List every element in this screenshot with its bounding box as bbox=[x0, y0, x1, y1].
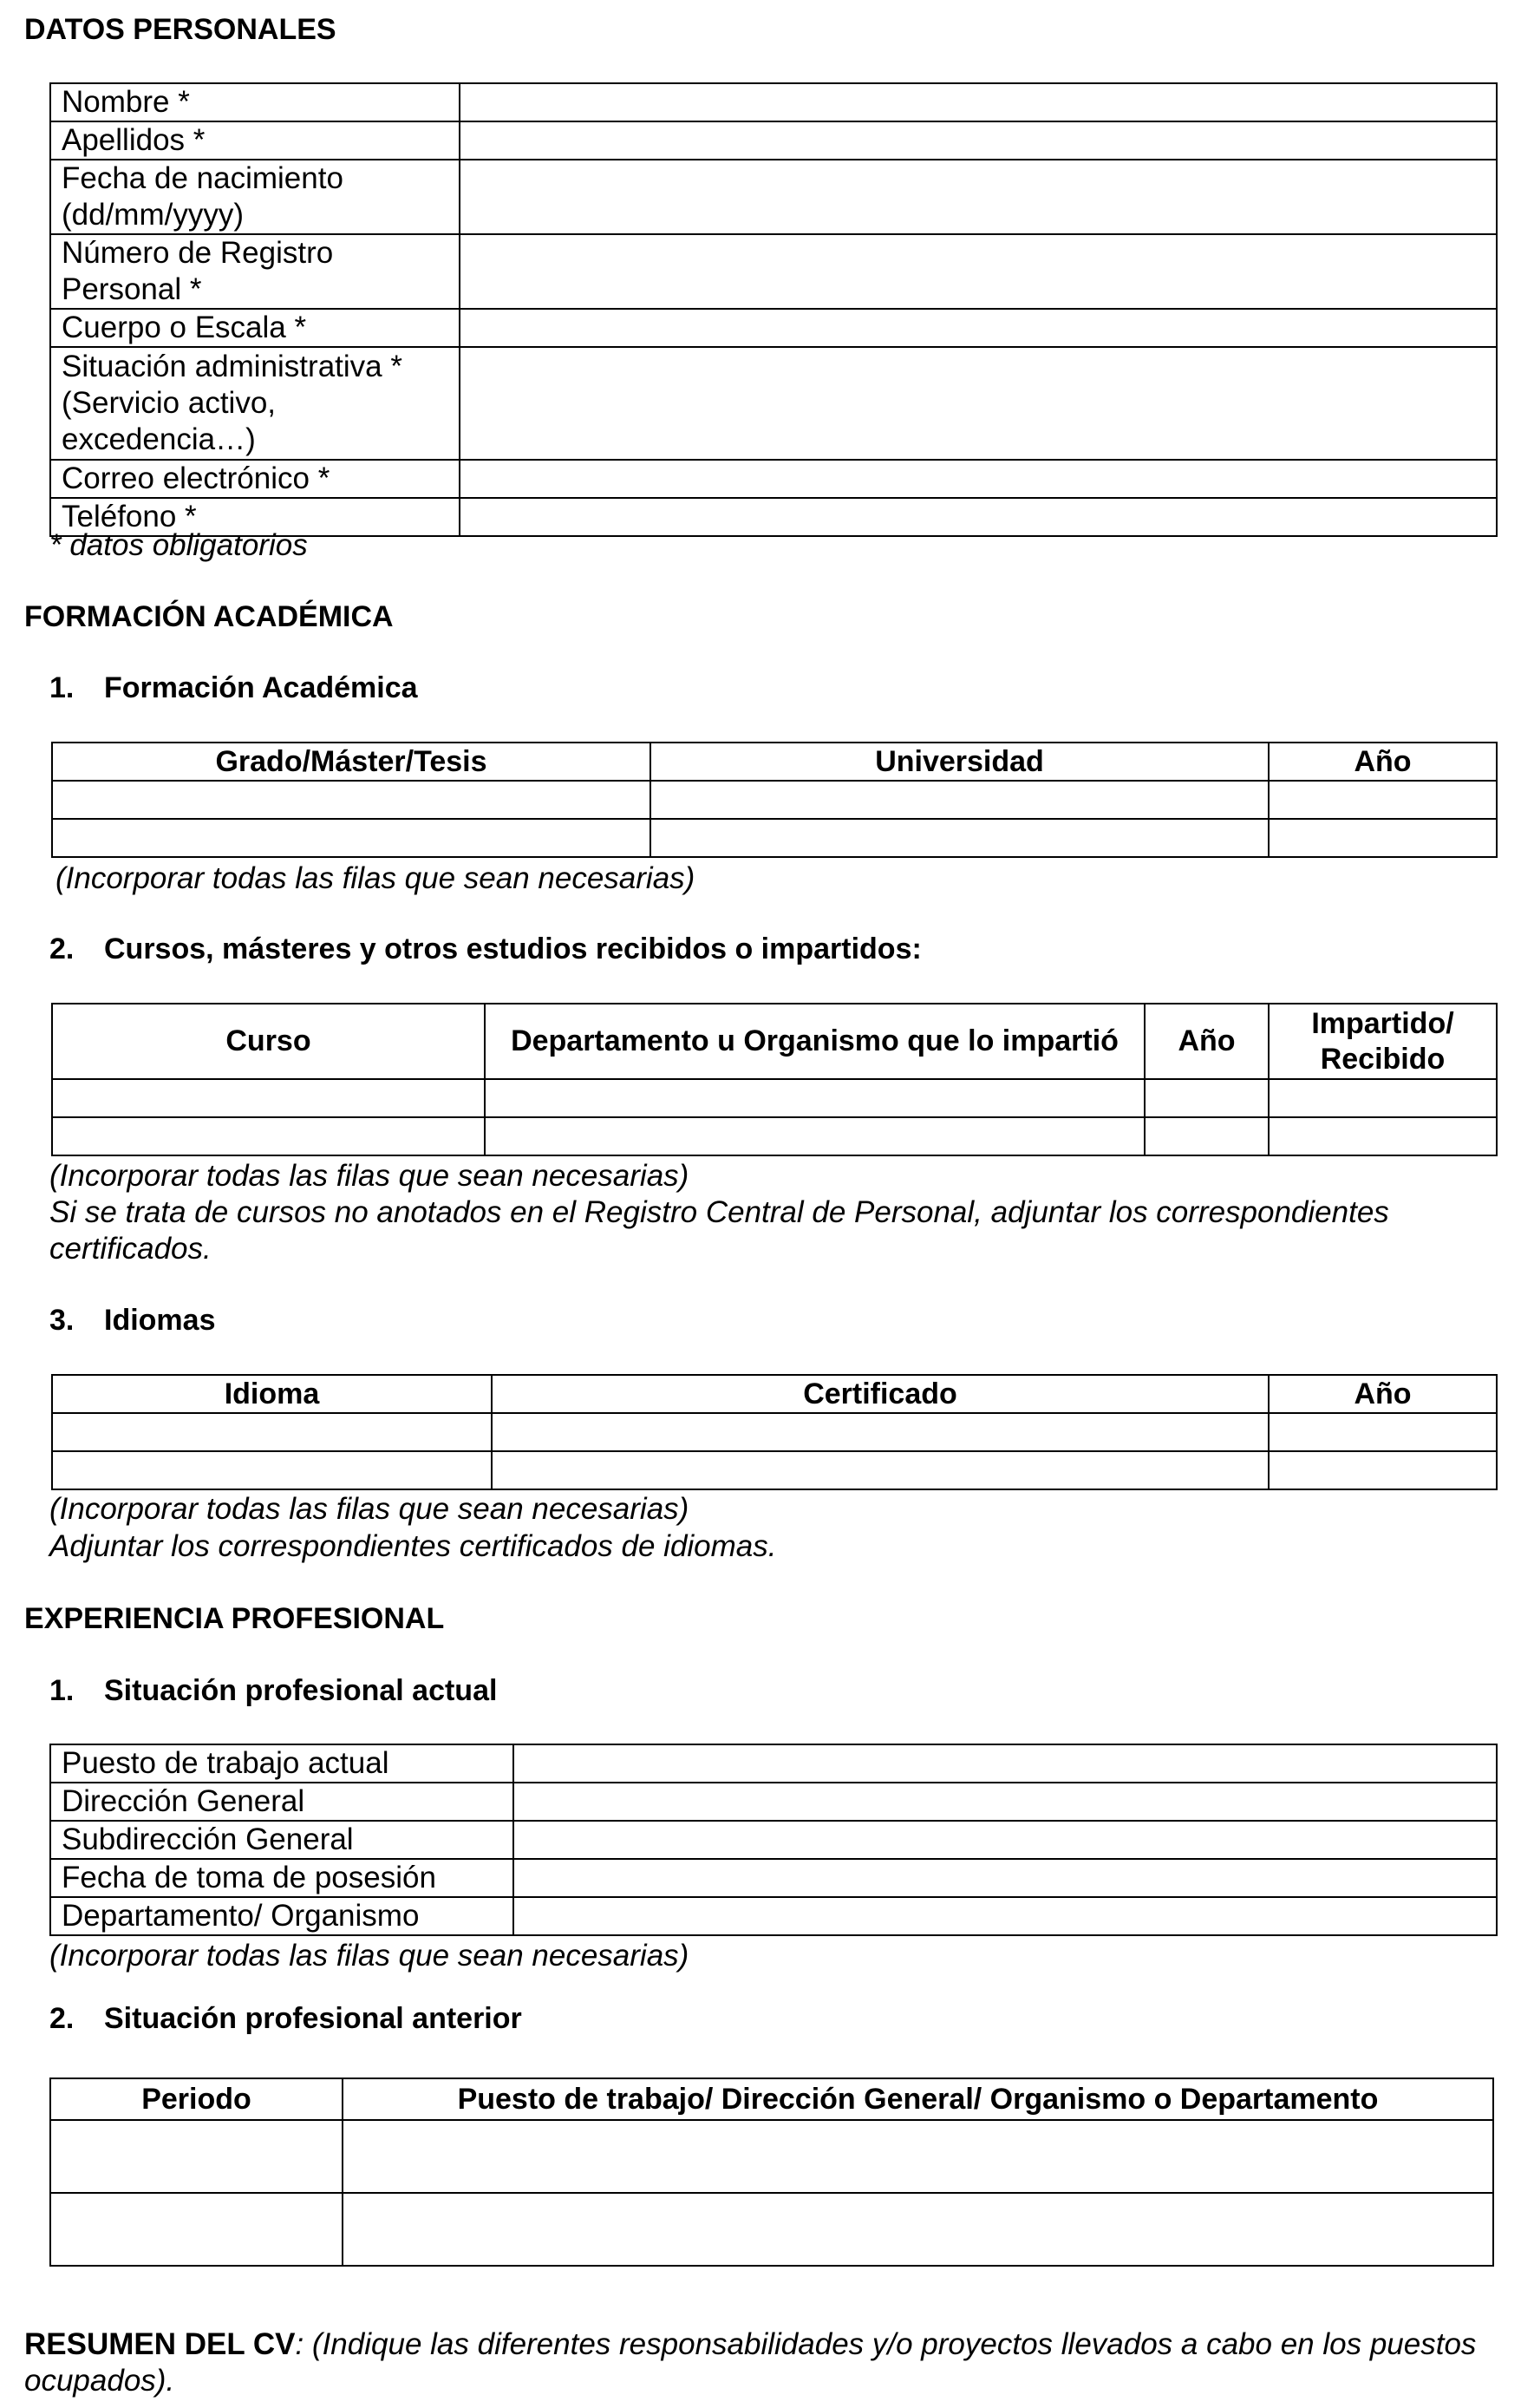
table-cell[interactable] bbox=[1145, 1117, 1269, 1155]
field-label: Subdirección General bbox=[50, 1821, 513, 1859]
field-label: Dirección General bbox=[50, 1783, 513, 1821]
field-value-registro-personal[interactable] bbox=[460, 234, 1497, 309]
field-value-cuerpo-escala[interactable] bbox=[460, 309, 1497, 347]
subsection-cursos bbox=[49, 932, 922, 967]
resumen-label: RESUMEN DEL CV bbox=[24, 2327, 296, 2361]
column-header: Año bbox=[1269, 743, 1497, 781]
field-label: Departamento/ Organismo bbox=[50, 1897, 513, 1935]
field-value-situacion-administrativa[interactable] bbox=[460, 347, 1497, 460]
add-rows-note: (Incorporar todas las filas que sean necesarias) bbox=[49, 1159, 689, 1193]
field-label: Número de Registro Personal * bbox=[50, 234, 460, 309]
table-cell[interactable] bbox=[1269, 819, 1497, 857]
field-label: Nombre * bbox=[50, 83, 460, 121]
resumen-cv bbox=[24, 2326, 1498, 2399]
table-cell[interactable] bbox=[343, 2193, 1493, 2266]
table-cell[interactable] bbox=[650, 819, 1269, 857]
field-value-correo[interactable] bbox=[460, 460, 1497, 498]
subsection-title: Formación Académica bbox=[104, 671, 418, 704]
subsection-title: Idiomas bbox=[104, 1304, 216, 1337]
table-cell[interactable] bbox=[1269, 781, 1497, 819]
column-header: Puesto de trabajo/ Dirección General/ Organismo o Departamento bbox=[343, 2078, 1493, 2120]
add-rows-note: (Incorporar todas las filas que sean necesarias) bbox=[55, 861, 695, 895]
subsection-title: Situación profesional actual bbox=[104, 1674, 498, 1707]
personal-data-table bbox=[49, 82, 1498, 537]
subsection-number: 1. bbox=[49, 1674, 75, 1707]
column-header: Idioma bbox=[52, 1375, 492, 1413]
table-cell[interactable] bbox=[650, 781, 1269, 819]
column-header: Certificado bbox=[492, 1375, 1269, 1413]
subsection-number: 3. bbox=[49, 1304, 75, 1337]
situacion-actual-table bbox=[49, 1744, 1498, 1936]
subsection-situacion-anterior bbox=[49, 2001, 522, 2037]
field-value-puesto-actual[interactable] bbox=[513, 1744, 1497, 1783]
field-label: Puesto de trabajo actual bbox=[50, 1744, 513, 1783]
table-cell[interactable] bbox=[492, 1413, 1269, 1451]
resumen-instructions: (Indique las diferentes responsabilidades y/o proyectos llevados a cabo en los puestos ocupados). bbox=[24, 2327, 1477, 2398]
field-value-nombre[interactable] bbox=[460, 83, 1497, 121]
field-value-apellidos[interactable] bbox=[460, 121, 1497, 160]
column-header: Departamento u Organismo que lo impartió bbox=[485, 1004, 1145, 1079]
table-cell[interactable] bbox=[50, 2193, 343, 2266]
table-cell[interactable] bbox=[1145, 1079, 1269, 1117]
field-value-telefono[interactable] bbox=[460, 498, 1497, 536]
column-header: Curso bbox=[52, 1004, 485, 1079]
table-cell[interactable] bbox=[1269, 1117, 1497, 1155]
subsection-formacion-academica bbox=[49, 671, 418, 706]
section-heading-datos-personales: DATOS PERSONALES bbox=[24, 13, 336, 46]
table-cell[interactable] bbox=[52, 819, 650, 857]
table-cell[interactable] bbox=[1269, 1451, 1497, 1489]
table-cell[interactable] bbox=[50, 2120, 343, 2193]
table-cell[interactable] bbox=[52, 1413, 492, 1451]
situacion-anterior-table bbox=[49, 2078, 1494, 2267]
section-heading-formacion: FORMACIÓN ACADÉMICA bbox=[24, 600, 394, 633]
formacion-academica-table bbox=[51, 742, 1498, 858]
table-cell[interactable] bbox=[1269, 1413, 1497, 1451]
add-rows-note: (Incorporar todas las filas que sean necesarias) bbox=[49, 1939, 689, 1973]
table-cell[interactable] bbox=[485, 1079, 1145, 1117]
column-header: Grado/Máster/Tesis bbox=[52, 743, 650, 781]
subsection-number: 1. bbox=[49, 671, 75, 704]
subsection-idiomas bbox=[49, 1303, 215, 1338]
language-certificates-note: Adjuntar los correspondientes certificados de idiomas. bbox=[49, 1529, 777, 1563]
field-value-fecha-nacimiento[interactable] bbox=[460, 160, 1497, 234]
table-cell[interactable] bbox=[1269, 1079, 1497, 1117]
field-value-fecha-toma-posesion[interactable] bbox=[513, 1859, 1497, 1897]
subsection-title: Cursos, másteres y otros estudios recibidos o impartidos: bbox=[104, 932, 922, 965]
add-rows-note: (Incorporar todas las filas que sean necesarias) bbox=[49, 1492, 689, 1526]
table-cell[interactable] bbox=[492, 1451, 1269, 1489]
subsection-situacion-actual bbox=[49, 1673, 497, 1709]
column-header: Universidad bbox=[650, 743, 1269, 781]
resumen-colon: : bbox=[295, 2327, 304, 2361]
field-label: Fecha de nacimiento (dd/mm/yyyy) bbox=[50, 160, 460, 234]
field-label: Apellidos * bbox=[50, 121, 460, 160]
table-cell[interactable] bbox=[52, 1451, 492, 1489]
cursos-table bbox=[51, 1003, 1498, 1156]
field-label: Cuerpo o Escala * bbox=[50, 309, 460, 347]
subsection-number: 2. bbox=[49, 932, 75, 965]
certificates-note: Si se trata de cursos no anotados en el Registro Central de Personal, adjuntar los correspondientes certificados. bbox=[49, 1195, 1389, 1266]
column-header: Periodo bbox=[50, 2078, 343, 2120]
idiomas-table bbox=[51, 1374, 1498, 1490]
field-label: Situación administrativa * (Servicio activo, excedencia…) bbox=[50, 347, 460, 460]
table-cell[interactable] bbox=[485, 1117, 1145, 1155]
field-value-direccion-general[interactable] bbox=[513, 1783, 1497, 1821]
field-label: Fecha de toma de posesión bbox=[50, 1859, 513, 1897]
field-value-subdireccion-general[interactable] bbox=[513, 1821, 1497, 1859]
subsection-number: 2. bbox=[49, 2002, 75, 2035]
table-cell[interactable] bbox=[52, 781, 650, 819]
field-value-departamento[interactable] bbox=[513, 1897, 1497, 1935]
column-header: Impartido/ Recibido bbox=[1269, 1004, 1497, 1079]
field-label: Teléfono * bbox=[50, 498, 460, 536]
required-fields-note: * datos obligatorios bbox=[49, 528, 308, 562]
section-heading-experiencia: EXPERIENCIA PROFESIONAL bbox=[24, 1602, 445, 1635]
table-cell[interactable] bbox=[52, 1117, 485, 1155]
table-cell[interactable] bbox=[343, 2120, 1493, 2193]
field-label: Correo electrónico * bbox=[50, 460, 460, 498]
subsection-title: Situación profesional anterior bbox=[104, 2002, 522, 2035]
column-header: Año bbox=[1269, 1375, 1497, 1413]
table-cell[interactable] bbox=[52, 1079, 485, 1117]
column-header: Año bbox=[1145, 1004, 1269, 1079]
